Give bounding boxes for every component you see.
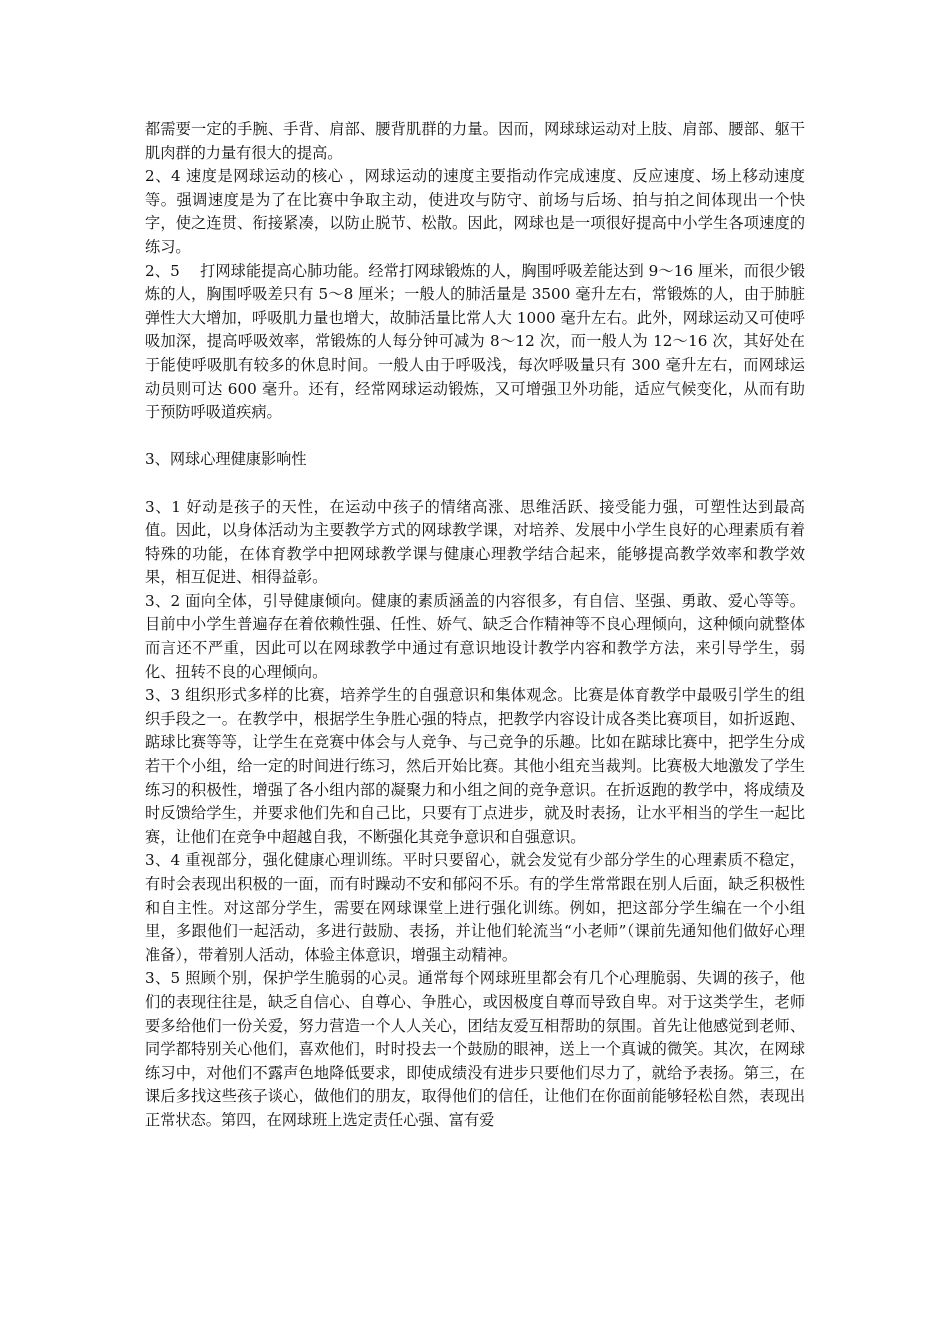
- paragraph-upper-body-strength: 都需要一定的手腕、手背、肩部、腰背肌群的力量。因而，网球球运动对上肢、肩部、腰部、躯干肌肉群的力量有很大的提高。: [145, 120, 805, 162]
- paragraph-cardiopulmonary: 2、5 打网球能提高心肺功能。经常打网球锻炼的人，胸围呼吸差能达到 9～16 厘米，而很少锻炼的人，胸围呼吸差只有 5～8 厘米；一般人的肺活量是 3500 毫升左右，常锻炼的人，由于肺脏弹性大大增加，呼吸肌力量也增大，故肺活量比常人大 1000 毫升左右。此外，网球运动又可使呼吸加深，提高呼吸效率，常锻炼的人每分钟可减为 8～12 次，而一般人为 12～16 次，其好处在于能使呼吸肌有较多的休息时间。一般人由于呼吸浅，每次呼吸量只有 300 毫升左右，而网球运动员则可达 600 毫升。还有，经常网球运动锻炼，又可增强卫外功能，适应气候变化，从而有助于预防呼吸道疾病。: [145, 261, 805, 422]
- blank-line: [145, 472, 805, 496]
- paragraph-3-4: 3、4 重视部分，强化健康心理训练。平时只要留心，就会发觉有少部分学生的心理素质不稳定，有时会表现出积极的一面，而有时躁动不安和郁闷不乐。有的学生常常跟在别人后面，缺乏积极性和自主性。对这部分学生，需要在网球课堂上进行强化训练。例如，把这部分学生编在一个小组里，多跟他们一起活动，多进行鼓励、表扬，并让他们轮流当“小老师”（课前先通知他们做好心理准备），带着别人活动，体验主体意识，增强主动精神。: [145, 851, 805, 964]
- blank-line: [145, 425, 805, 449]
- paragraph-speed: 2、4 速度是网球运动的核心 ，网球运动的速度主要指动作完成速度、反应速度、场上移动速度等。强调速度是为了在比赛中争取主动，使进攻与防守、前场与后场、拍与拍之间体现出一个快字，使之连贯、衔接紧凑，以防止脱节、松散。因此，网球也是一项很好提高中小学生各项速度的练习。: [145, 167, 805, 256]
- paragraph-3-3: 3、3 组织形式多样的比赛，培养学生的自强意识和集体观念。比赛是体育教学中最吸引学生的组织手段之一。在教学中，根据学生争胜心强的特点，把教学内容设计成各类比赛项目，如折返跑、踮球比赛等等，让学生在竞赛中体会与人竞争、与己竞争的乐趣。比如在踮球比赛中，把学生分成若干个小组，给一定的时间进行练习，然后开始比赛。其他小组充当裁判。比赛极大地激发了学生练习的积极性，增强了各小组内部的凝聚力和小组之间的竞争意识。在折返跑的教学中，将成绩及时反馈给学生，并要求他们先和自己比，只要有丁点进步，就及时表扬，让水平相当的学生一起比赛，让他们在竞争中超越自我，不断强化其竞争意识和自强意识。: [145, 686, 805, 846]
- paragraph-3-5: 3、5 照顾个别，保护学生脆弱的心灵。通常每个网球班里都会有几个心理脆弱、失调的孩子，他们的表现往往是，缺乏自信心、自尊心、争胜心，或因极度自尊而导致自卑。对于这类学生，老师要多给他们一份关爱，努力营造一个人人关心，团结友爱互相帮助的氛围。首先让他感觉到老师、同学都特别关心他们，喜欢他们，时时投去一个鼓励的眼神，送上一个真诚的微笑。其次，在网球练习中，对他们不露声色地降低要求，即使成绩没有进步只要他们尽力了，就给予表扬。第三，在课后多找这些孩子谈心，做他们的朋友，取得他们的信任，让他们在你面前能够轻松自然，表现出正常状态。第四，在网球班上选定责任心强、富有爱: [145, 969, 805, 1129]
- paragraph-3-2: 3、2 面向全体，引导健康倾向。健康的素质涵盖的内容很多，有自信、坚强、勇敢、爱心等等。目前中小学生普遍存在着依赖性强、任性、娇气、缺乏合作精神等不良心理倾向，这种倾向就整体而言还不严重，因此可以在网球教学中通过有意识地设计教学内容和教学方法，来引导学生，弱化、扭转不良的心理倾向。: [145, 591, 805, 681]
- paragraph-3-1: 3、1 好动是孩子的天性，在运动中孩子的情绪高涨、思维活跃、接受能力强，可塑性达到最高值。因此，以身体活动为主要教学方式的网球教学课，对培养、发展中小学生良好的心理素质有着特殊的功能，在体育教学中把网球教学课与健康心理教学结合起来，能够提高教学效率和教学效果，相互促进、相得益彰。: [145, 497, 805, 587]
- document-body: [145, 118, 805, 1133]
- section-heading: 3、网球心理健康影响性: [145, 450, 307, 469]
